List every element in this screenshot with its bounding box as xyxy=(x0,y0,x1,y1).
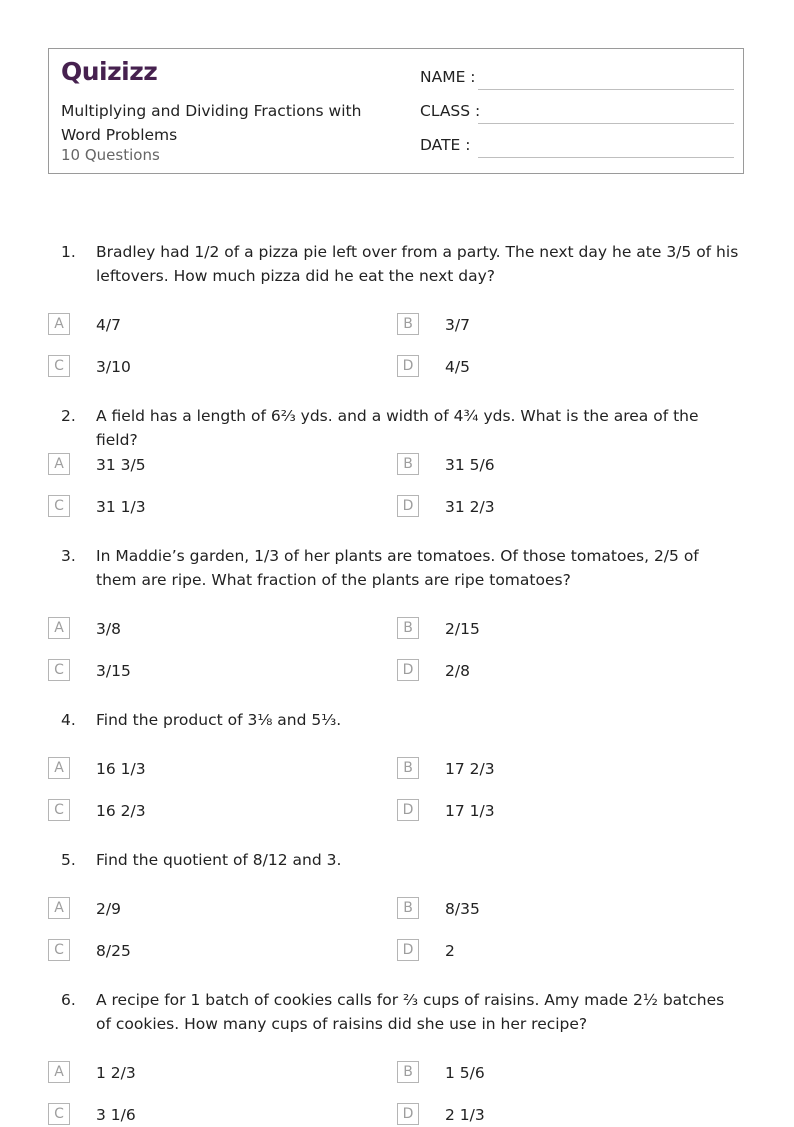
option-text: 31 5/6 xyxy=(445,456,495,474)
question-number: 5. xyxy=(61,851,76,869)
option-text: 17 1/3 xyxy=(445,802,495,820)
name-line[interactable] xyxy=(478,89,734,90)
q1-option-a[interactable] xyxy=(48,313,348,337)
option-letter-box: A xyxy=(48,757,70,779)
worksheet-title: Multiplying and Dividing Fractions with Word Problems xyxy=(61,102,362,144)
option-text: 16 1/3 xyxy=(96,760,146,778)
option-text: 3/7 xyxy=(445,316,470,334)
class-label: CLASS : xyxy=(420,102,481,120)
option-text: 2 1/3 xyxy=(445,1106,485,1124)
question-number: 1. xyxy=(61,243,76,261)
q2-option-d[interactable] xyxy=(397,495,697,519)
q2-option-c[interactable] xyxy=(48,495,348,519)
option-text: 2 xyxy=(445,942,455,960)
option-letter-box: C xyxy=(48,355,70,377)
option-text: 1 5/6 xyxy=(445,1064,485,1082)
option-letter-box: D xyxy=(397,495,419,517)
q3-option-a[interactable] xyxy=(48,617,348,641)
question-number: 4. xyxy=(61,711,76,729)
option-letter-box: B xyxy=(397,617,419,639)
q6-option-a[interactable] xyxy=(48,1061,348,1085)
q3-option-b[interactable] xyxy=(397,617,697,641)
question-text: A recipe for 1 batch of cookies calls for ⅔ cups of raisins. Amy made 2½ batches of cookies. How many cups of raisins did she use in her recipe? xyxy=(96,991,725,1033)
option-letter-box: B xyxy=(397,1061,419,1083)
option-text: 4/7 xyxy=(96,316,121,334)
option-letter-box: C xyxy=(48,659,70,681)
question-text: In Maddie’s garden, 1/3 of her plants are tomatoes. Of those tomatoes, 2/5 of them are ripe. What fraction of the plants are ripe tomatoes? xyxy=(96,547,699,589)
option-text: 8/25 xyxy=(96,942,131,960)
option-letter-box: A xyxy=(48,897,70,919)
q3-option-c[interactable] xyxy=(48,659,348,683)
option-letter-box: A xyxy=(48,313,70,335)
q1-option-b[interactable] xyxy=(397,313,697,337)
option-text: 3/15 xyxy=(96,662,131,680)
option-text: 1 2/3 xyxy=(96,1064,136,1082)
question-number: 3. xyxy=(61,547,76,565)
question-text: Find the product of 3⅛ and 5⅓. xyxy=(96,711,342,729)
q6-option-c[interactable] xyxy=(48,1103,348,1127)
date-line[interactable] xyxy=(478,157,734,158)
q2-option-b[interactable] xyxy=(397,453,697,477)
option-letter-box: B xyxy=(397,757,419,779)
q4-option-b[interactable] xyxy=(397,757,697,781)
q6-option-b[interactable] xyxy=(397,1061,697,1085)
q1-option-d[interactable] xyxy=(397,355,697,379)
question-text: Bradley had 1/2 of a pizza pie left over from a party. The next day he ate 3/5 of his leftovers. How much pizza did he eat the next day? xyxy=(96,243,739,285)
question-number: 6. xyxy=(61,991,76,1009)
q1-option-c[interactable] xyxy=(48,355,348,379)
option-text: 16 2/3 xyxy=(96,802,146,820)
q4-option-d[interactable] xyxy=(397,799,697,823)
option-letter-box: C xyxy=(48,799,70,821)
worksheet-header xyxy=(48,48,744,174)
option-letter-box: C xyxy=(48,495,70,517)
option-letter-box: D xyxy=(397,659,419,681)
q3-option-d[interactable] xyxy=(397,659,697,683)
option-text: 17 2/3 xyxy=(445,760,495,778)
option-letter-box: B xyxy=(397,313,419,335)
option-letter-box: B xyxy=(397,897,419,919)
name-field[interactable] xyxy=(420,68,734,92)
option-letter-box: A xyxy=(48,453,70,475)
q5-option-b[interactable] xyxy=(397,897,697,921)
class-field[interactable] xyxy=(420,102,734,126)
quizizz-logo: Quizizz xyxy=(61,57,158,86)
q4-option-c[interactable] xyxy=(48,799,348,823)
option-letter-box: D xyxy=(397,939,419,961)
option-text: 3/10 xyxy=(96,358,131,376)
date-label: DATE : xyxy=(420,136,471,154)
question-count: 10 Questions xyxy=(61,146,160,164)
question-text: A field has a length of 6⅔ yds. and a width of 4¾ yds. What is the area of the field? xyxy=(96,407,699,449)
q2-option-a[interactable] xyxy=(48,453,348,477)
option-text: 31 3/5 xyxy=(96,456,146,474)
q5-option-a[interactable] xyxy=(48,897,348,921)
option-letter-box: D xyxy=(397,799,419,821)
option-letter-box: A xyxy=(48,1061,70,1083)
q5-option-d[interactable] xyxy=(397,939,697,963)
option-letter-box: D xyxy=(397,1103,419,1125)
class-line[interactable] xyxy=(478,123,734,124)
option-text: 2/8 xyxy=(445,662,470,680)
name-label: NAME : xyxy=(420,68,476,86)
option-letter-box: A xyxy=(48,617,70,639)
option-text: 2/15 xyxy=(445,620,480,638)
q5-option-c[interactable] xyxy=(48,939,348,963)
option-letter-box: C xyxy=(48,1103,70,1125)
option-text: 2/9 xyxy=(96,900,121,918)
question-text: Find the quotient of 8/12 and 3. xyxy=(96,851,342,869)
option-letter-box: D xyxy=(397,355,419,377)
option-letter-box: B xyxy=(397,453,419,475)
option-text: 31 2/3 xyxy=(445,498,495,516)
option-text: 3 1/6 xyxy=(96,1106,136,1124)
option-text: 4/5 xyxy=(445,358,470,376)
option-letter-box: C xyxy=(48,939,70,961)
q4-option-a[interactable] xyxy=(48,757,348,781)
question-number: 2. xyxy=(61,407,76,425)
option-text: 8/35 xyxy=(445,900,480,918)
q6-option-d[interactable] xyxy=(397,1103,697,1127)
option-text: 31 1/3 xyxy=(96,498,146,516)
option-text: 3/8 xyxy=(96,620,121,638)
date-field[interactable] xyxy=(420,136,734,160)
